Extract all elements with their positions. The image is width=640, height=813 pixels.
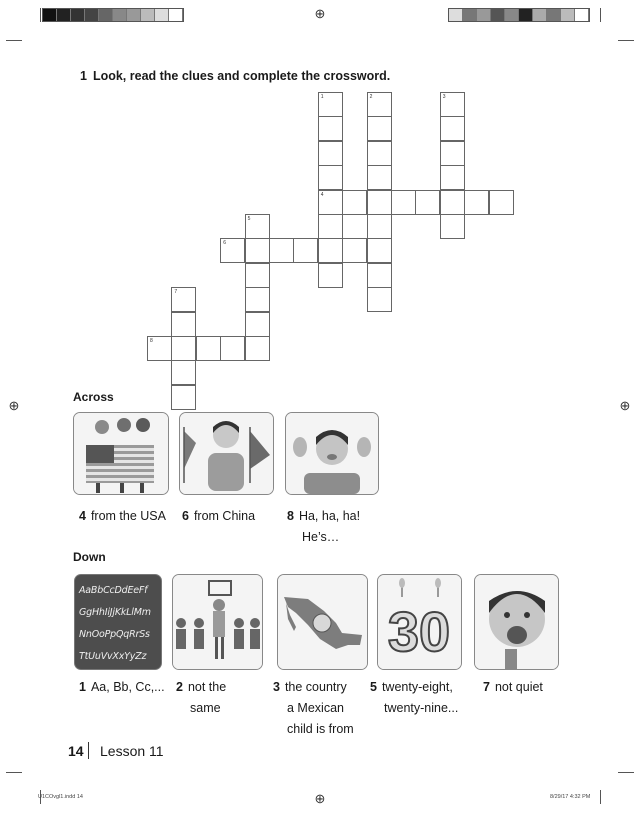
crossword-cell[interactable] xyxy=(440,92,465,117)
crop-mark xyxy=(600,790,601,804)
crossword-cell[interactable] xyxy=(440,116,465,141)
down-clue-7: 7 not quiet xyxy=(483,680,543,694)
crossword-cell[interactable] xyxy=(147,336,172,361)
crossword-cell[interactable] xyxy=(220,238,245,263)
crossword-cell[interactable] xyxy=(171,336,196,361)
crossword-clue-number: 5 xyxy=(247,216,251,222)
birthday-candles-picture xyxy=(377,574,462,670)
crossword-cell[interactable] xyxy=(367,214,392,239)
crossword-cell[interactable] xyxy=(367,165,392,190)
crossword-cell[interactable] xyxy=(318,116,343,141)
alphabet-board-picture: AaBbCcDdEeFf GgHhIiJjKkLlMm NnOoPpQqRrSs TtUuVvXxYyZz xyxy=(74,574,162,670)
crossword-cell[interactable] xyxy=(196,336,221,361)
crossword-cell[interactable] xyxy=(367,238,392,263)
footer-divider xyxy=(88,742,89,759)
down-heading: Down xyxy=(73,550,106,564)
crossword-cell[interactable] xyxy=(440,190,465,215)
crossword-cell[interactable] xyxy=(245,263,270,288)
date-slug: 8/29/17 4:32 PM xyxy=(550,794,591,800)
crossword-cell[interactable] xyxy=(220,336,245,361)
crossword-cell[interactable] xyxy=(318,238,343,263)
crossword-cell[interactable] xyxy=(318,141,343,166)
across-clue-6: 6 from China xyxy=(182,509,256,523)
crossword-cell[interactable] xyxy=(318,190,343,215)
crossword-cell[interactable] xyxy=(415,190,440,215)
exercise-number: 1 xyxy=(80,69,87,83)
mexico-map-picture xyxy=(277,574,368,670)
crossword-cell[interactable] xyxy=(171,360,196,385)
crossword-cell[interactable] xyxy=(440,141,465,166)
crossword-cell[interactable] xyxy=(367,190,392,215)
shouting-boy-picture xyxy=(474,574,559,670)
crop-mark xyxy=(618,40,634,41)
crossword-cell[interactable] xyxy=(245,287,270,312)
crossword-cell[interactable] xyxy=(269,238,294,263)
registration-mark-icon: ⊕ xyxy=(619,398,631,413)
across-heading: Across xyxy=(73,390,114,404)
china-girl-picture xyxy=(179,412,274,495)
crop-mark xyxy=(618,772,634,773)
crossword-cell[interactable] xyxy=(440,165,465,190)
crop-mark xyxy=(6,40,22,41)
registration-mark-icon: ⊕ xyxy=(8,398,20,413)
across-clue-4: 4 from the USA xyxy=(79,509,166,523)
down-clue-5: 5 twenty-eight, twenty-nine... xyxy=(370,680,459,715)
crossword-cell[interactable] xyxy=(171,312,196,337)
crossword-cell[interactable] xyxy=(342,238,367,263)
crossword-clue-number: 1 xyxy=(320,94,324,100)
down-clue-3: 3 the country a Mexican child is from xyxy=(273,680,354,736)
registration-mark-icon: ⊕ xyxy=(314,6,326,21)
usa-children-picture xyxy=(73,412,169,495)
crossword-cell[interactable] xyxy=(245,238,270,263)
crossword-clue-number: 6 xyxy=(223,240,226,247)
svg-text:30: 30 xyxy=(387,600,451,663)
color-bar-right xyxy=(448,8,590,22)
page-number: 14 xyxy=(68,743,84,759)
crossword-cell[interactable] xyxy=(245,336,270,361)
crop-mark xyxy=(6,772,22,773)
crossword-cell[interactable] xyxy=(318,165,343,190)
crossword-cell[interactable] xyxy=(367,287,392,312)
crossword-cell[interactable] xyxy=(171,385,196,410)
crossword-clue-number: 4 xyxy=(320,191,324,198)
crossword-cell[interactable] xyxy=(342,190,367,215)
crossword-cell[interactable] xyxy=(318,263,343,288)
crossword-cell[interactable] xyxy=(489,190,514,215)
crossword-cell[interactable] xyxy=(245,312,270,337)
color-bar-left xyxy=(42,8,184,22)
exercise-heading xyxy=(80,69,390,83)
exercise-instruction: Look, read the clues and complete the crossword. xyxy=(92,69,391,83)
crossword-cell[interactable] xyxy=(318,214,343,239)
different-boy-picture xyxy=(172,574,263,670)
down-clue-1: 1 Aa, Bb, Cc,... xyxy=(79,680,165,694)
crossword-cell[interactable] xyxy=(440,214,465,239)
crossword-cell[interactable] xyxy=(171,287,196,312)
crop-mark xyxy=(40,8,41,22)
crossword-clue-number: 2 xyxy=(369,94,373,100)
crossword-cell[interactable] xyxy=(318,92,343,117)
file-slug: U1COvgl1.indd 14 xyxy=(38,794,83,800)
silly-boy-picture xyxy=(285,412,379,495)
crop-mark xyxy=(600,8,601,22)
crossword-cell[interactable] xyxy=(293,238,318,263)
crossword-clue-number: 8 xyxy=(150,338,153,344)
crossword-clue-number: 7 xyxy=(174,289,178,296)
crossword-cell[interactable] xyxy=(367,263,392,288)
crossword-cell[interactable] xyxy=(367,116,392,141)
crossword-clue-number: 3 xyxy=(442,94,446,100)
crossword-cell[interactable] xyxy=(464,190,489,215)
crossword-cell[interactable] xyxy=(367,92,392,117)
down-clue-2: 2 not the same xyxy=(176,680,227,715)
crossword-cell[interactable] xyxy=(245,214,270,239)
crossword-cell[interactable] xyxy=(367,141,392,166)
registration-mark-icon: ⊕ xyxy=(314,791,326,806)
across-clue-8: 8 Ha, ha, ha! He’s… xyxy=(287,509,361,544)
crossword-cell[interactable] xyxy=(391,190,416,215)
lesson-label: Lesson 11 xyxy=(100,743,164,759)
